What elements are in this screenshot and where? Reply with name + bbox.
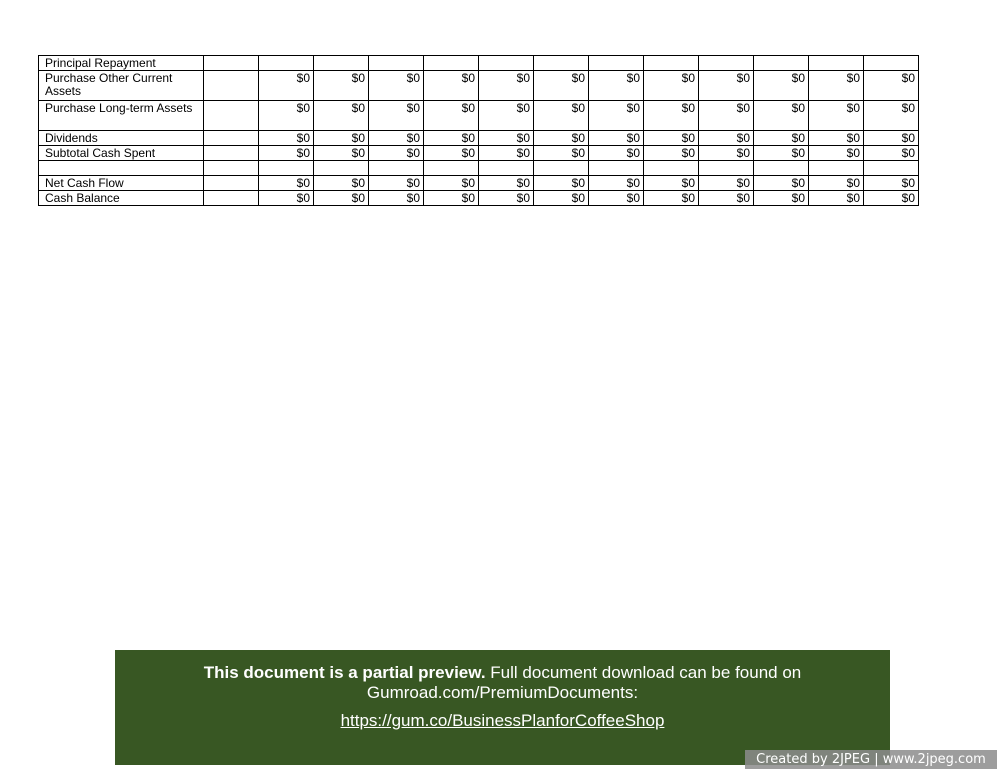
row-label: Purchase Other Current Assets: [39, 71, 204, 101]
value-cell: [534, 161, 589, 176]
value-cell: $0: [809, 191, 864, 206]
value-cell: $0: [424, 146, 479, 161]
empty-cell: [204, 71, 259, 101]
row-label: Cash Balance: [39, 191, 204, 206]
value-cell: $0: [589, 146, 644, 161]
value-cell: [314, 56, 369, 71]
value-cell: [699, 56, 754, 71]
value-cell: [864, 56, 919, 71]
value-cell: $0: [699, 101, 754, 131]
empty-cell: [204, 56, 259, 71]
table-row: [39, 191, 919, 206]
value-cell: $0: [864, 191, 919, 206]
row-label: Principal Repayment: [39, 56, 204, 71]
value-cell: $0: [314, 71, 369, 101]
value-cell: $0: [479, 176, 534, 191]
value-cell: [589, 56, 644, 71]
value-cell: $0: [809, 101, 864, 131]
value-cell: $0: [424, 101, 479, 131]
value-cell: $0: [479, 101, 534, 131]
value-cell: $0: [534, 101, 589, 131]
empty-cell: [204, 191, 259, 206]
value-cell: $0: [754, 131, 809, 146]
cash-flow-table: [38, 55, 919, 206]
value-cell: $0: [259, 191, 314, 206]
value-cell: $0: [534, 176, 589, 191]
value-cell: $0: [589, 71, 644, 101]
value-cell: $0: [809, 131, 864, 146]
value-cell: [259, 161, 314, 176]
value-cell: $0: [369, 176, 424, 191]
value-cell: $0: [424, 71, 479, 101]
row-label: [39, 161, 204, 176]
empty-cell: [204, 101, 259, 131]
value-cell: [259, 56, 314, 71]
row-label: Purchase Long-term Assets: [39, 101, 204, 131]
value-cell: $0: [754, 191, 809, 206]
value-cell: $0: [809, 146, 864, 161]
value-cell: $0: [699, 146, 754, 161]
value-cell: $0: [809, 71, 864, 101]
watermark: Created by 2JPEG | www.2jpeg.com: [745, 750, 997, 769]
value-cell: $0: [479, 71, 534, 101]
value-cell: $0: [864, 146, 919, 161]
table-row: [39, 71, 919, 101]
value-cell: [589, 161, 644, 176]
value-cell: $0: [314, 191, 369, 206]
value-cell: $0: [369, 146, 424, 161]
table-row: [39, 176, 919, 191]
value-cell: $0: [314, 101, 369, 131]
table-row: [39, 131, 919, 146]
table-row: [39, 161, 919, 176]
value-cell: $0: [534, 146, 589, 161]
row-label: Net Cash Flow: [39, 176, 204, 191]
banner-bold-text: This document is a partial preview.: [203, 663, 486, 682]
value-cell: [754, 161, 809, 176]
value-cell: [699, 161, 754, 176]
value-cell: $0: [644, 71, 699, 101]
value-cell: [754, 56, 809, 71]
value-cell: $0: [864, 131, 919, 146]
value-cell: $0: [699, 71, 754, 101]
value-cell: $0: [369, 71, 424, 101]
value-cell: $0: [699, 176, 754, 191]
value-cell: $0: [699, 131, 754, 146]
value-cell: $0: [809, 176, 864, 191]
value-cell: $0: [864, 71, 919, 101]
value-cell: $0: [424, 191, 479, 206]
value-cell: $0: [589, 191, 644, 206]
value-cell: $0: [754, 146, 809, 161]
cash-flow-table-body: [39, 56, 919, 206]
value-cell: $0: [479, 146, 534, 161]
value-cell: $0: [314, 146, 369, 161]
value-cell: $0: [424, 176, 479, 191]
value-cell: [534, 56, 589, 71]
value-cell: [479, 161, 534, 176]
banner-regular-text: Full document download can be found on Gumroad.com/PremiumDocuments:: [366, 663, 802, 702]
table-row: [39, 101, 919, 131]
download-link[interactable]: https://gum.co/BusinessPlanforCoffeeShop: [340, 711, 665, 730]
table-row: [39, 56, 919, 71]
value-cell: $0: [259, 131, 314, 146]
value-cell: $0: [754, 101, 809, 131]
value-cell: [809, 161, 864, 176]
value-cell: $0: [644, 191, 699, 206]
row-label: Dividends: [39, 131, 204, 146]
value-cell: $0: [424, 131, 479, 146]
value-cell: [479, 56, 534, 71]
value-cell: $0: [644, 101, 699, 131]
value-cell: [864, 161, 919, 176]
value-cell: $0: [589, 131, 644, 146]
value-cell: $0: [259, 101, 314, 131]
value-cell: $0: [259, 146, 314, 161]
banner-text: [163, 663, 843, 703]
value-cell: $0: [754, 176, 809, 191]
empty-cell: [204, 131, 259, 146]
table-row: [39, 146, 919, 161]
value-cell: $0: [259, 71, 314, 101]
value-cell: $0: [644, 176, 699, 191]
value-cell: [644, 56, 699, 71]
partial-preview-banner: [115, 650, 890, 765]
value-cell: $0: [479, 131, 534, 146]
empty-cell: [204, 161, 259, 176]
value-cell: $0: [314, 131, 369, 146]
value-cell: $0: [314, 176, 369, 191]
empty-cell: [204, 146, 259, 161]
value-cell: $0: [534, 131, 589, 146]
value-cell: $0: [259, 176, 314, 191]
value-cell: $0: [369, 131, 424, 146]
value-cell: [369, 56, 424, 71]
value-cell: [424, 161, 479, 176]
empty-cell: [204, 176, 259, 191]
value-cell: $0: [369, 191, 424, 206]
value-cell: [314, 161, 369, 176]
value-cell: [644, 161, 699, 176]
value-cell: $0: [589, 101, 644, 131]
value-cell: $0: [754, 71, 809, 101]
value-cell: [369, 161, 424, 176]
value-cell: $0: [644, 131, 699, 146]
value-cell: $0: [864, 101, 919, 131]
value-cell: $0: [369, 101, 424, 131]
value-cell: $0: [699, 191, 754, 206]
value-cell: $0: [534, 191, 589, 206]
row-label: Subtotal Cash Spent: [39, 146, 204, 161]
value-cell: $0: [644, 146, 699, 161]
value-cell: $0: [589, 176, 644, 191]
value-cell: $0: [534, 71, 589, 101]
value-cell: $0: [864, 176, 919, 191]
value-cell: [424, 56, 479, 71]
value-cell: $0: [479, 191, 534, 206]
value-cell: [809, 56, 864, 71]
